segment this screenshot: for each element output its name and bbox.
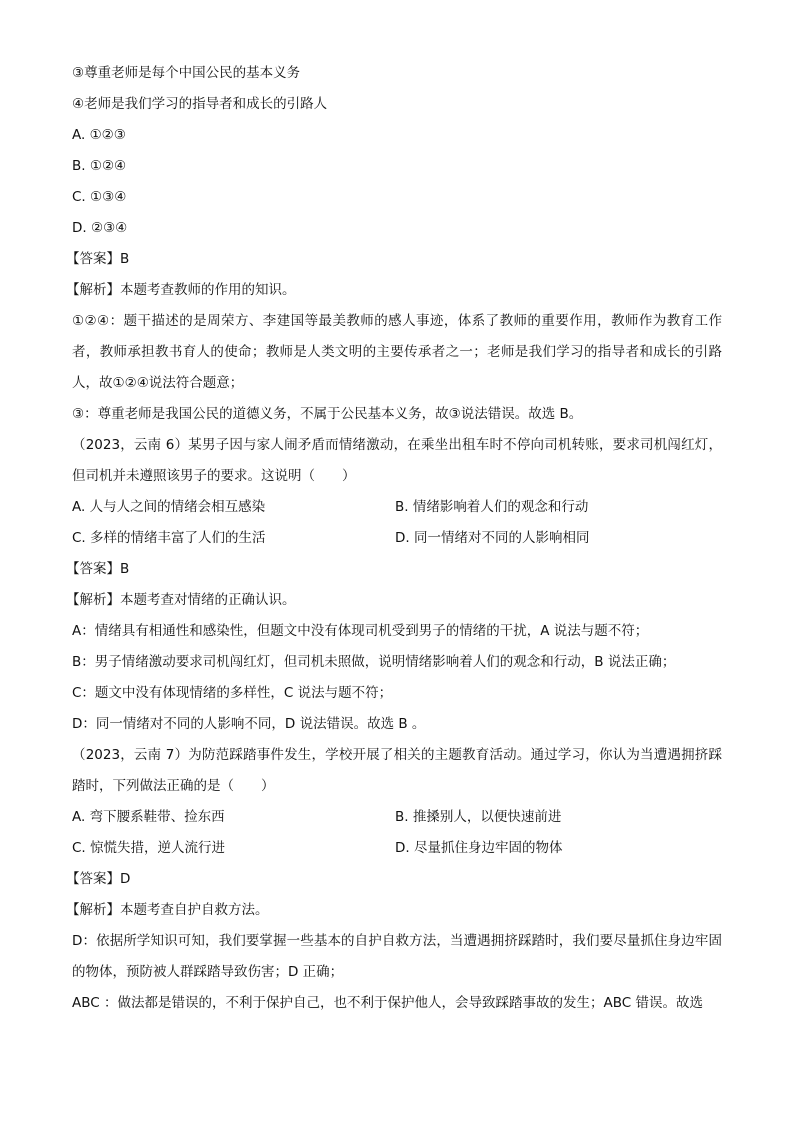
- option-b: B. ①②④: [72, 158, 127, 174]
- analysis-paragraph: D：依据所学知识可知，我们要掌握一些基本的自护自救方法，当遭遇拥挤踩踏时，我们要尽量抓住身边牢固的物体，预防被人群踩踏导致伤害；D 正确；: [72, 933, 722, 980]
- option-a: A. ①②③: [72, 127, 126, 143]
- analysis-paragraph: ABC ：做法都是错误的，不利于保护自己，也不利于保护他人，会导致踩踏事故的发生；ABC 错误。故选: [72, 995, 703, 1011]
- answer-tag: 【答案】: [66, 251, 120, 267]
- analysis-paragraph: D：同一情绪对不同的人影响不同，D 说法错误。故选 B 。: [72, 716, 426, 732]
- answer-value: D: [120, 871, 131, 887]
- option-b: B. 推搡别人，以便快速前进: [395, 809, 562, 825]
- answer-line: [66, 864, 722, 895]
- answer-line: [66, 244, 722, 275]
- analysis-paragraph: A：情绪具有相通性和感染性，但题文中没有体现司机受到男子的情绪的干扰，A 说法与题不符；: [72, 623, 649, 639]
- analysis-line: [66, 895, 722, 926]
- analysis-paragraph: ①②④：题干描述的是周荣方、李建国等最美教师的感人事迹，体系了教师的重要作用，教师作为教育工作者，教师承担教书育人的使命；教师是人类文明的主要传承者之一；老师是我们学习的指导者和成长的引路人，故①②④说法符合题意；: [72, 313, 722, 391]
- analysis-tag: 【解析】: [66, 592, 120, 608]
- answer-line: [66, 554, 722, 585]
- analysis-line: [66, 585, 722, 616]
- options-row: [72, 833, 722, 864]
- answer-tag: 【答案】: [66, 871, 120, 887]
- answer-value: B: [120, 251, 130, 267]
- answer-value: B: [120, 561, 130, 577]
- options-row: [72, 802, 722, 833]
- analysis-line: [66, 275, 722, 306]
- analysis-paragraph: C：题文中没有体现情绪的多样性，C 说法与题不符；: [72, 685, 393, 701]
- analysis-tag: 【解析】: [66, 282, 120, 298]
- option-d: D. 同一情绪对不同的人影响相同: [395, 530, 590, 546]
- analysis-intro: 本题考查对情绪的正确认识。: [120, 592, 296, 608]
- statement-4: ④老师是我们学习的指导者和成长的引路人: [72, 96, 328, 112]
- analysis-paragraph: B：男子情绪激动要求司机闯红灯，但司机未照做，说明情绪影响着人们的观念和行动，B 说法正确；: [72, 654, 676, 670]
- option-b: B. 情绪影响着人们的观念和行动: [395, 499, 589, 515]
- question-stem: （2023，云南 6）某男子因与家人闹矛盾而情绪激动，在乘坐出租车时不停向司机转账，要求司机闯红灯，但司机并未遵照该男子的要求。这说明（ ）: [72, 437, 722, 484]
- option-d: D. ②③④: [72, 220, 128, 236]
- analysis-intro: 本题考查自护自救方法。: [120, 902, 269, 918]
- option-c: C. ①③④: [72, 189, 127, 205]
- document-page: [66, 58, 722, 1019]
- statement-3: ③尊重老师是每个中国公民的基本义务: [72, 65, 301, 81]
- analysis-tag: 【解析】: [66, 902, 120, 918]
- question-stem: （2023，云南 7）为防范踩踏事件发生，学校开展了相关的主题教育活动。通过学习，你认为当遭遇拥挤踩踏时，下列做法正确的是（ ）: [72, 747, 722, 794]
- option-c: C. 多样的情绪丰富了人们的生活: [72, 530, 266, 546]
- option-a: A. 人与人之间的情绪会相互感染: [72, 499, 266, 515]
- options-row: [72, 523, 722, 554]
- analysis-intro: 本题考查教师的作用的知识。: [120, 282, 296, 298]
- analysis-paragraph: ③：尊重老师是我国公民的道德义务，不属于公民基本义务，故③说法错误。故选 B。: [72, 406, 583, 422]
- answer-tag: 【答案】: [66, 561, 120, 577]
- option-d: D. 尽量抓住身边牢固的物体: [395, 840, 563, 856]
- option-c: C. 惊慌失措，逆人流行进: [72, 840, 226, 856]
- option-a: A. 弯下腰系鞋带、捡东西: [72, 809, 225, 825]
- options-row: [72, 492, 722, 523]
